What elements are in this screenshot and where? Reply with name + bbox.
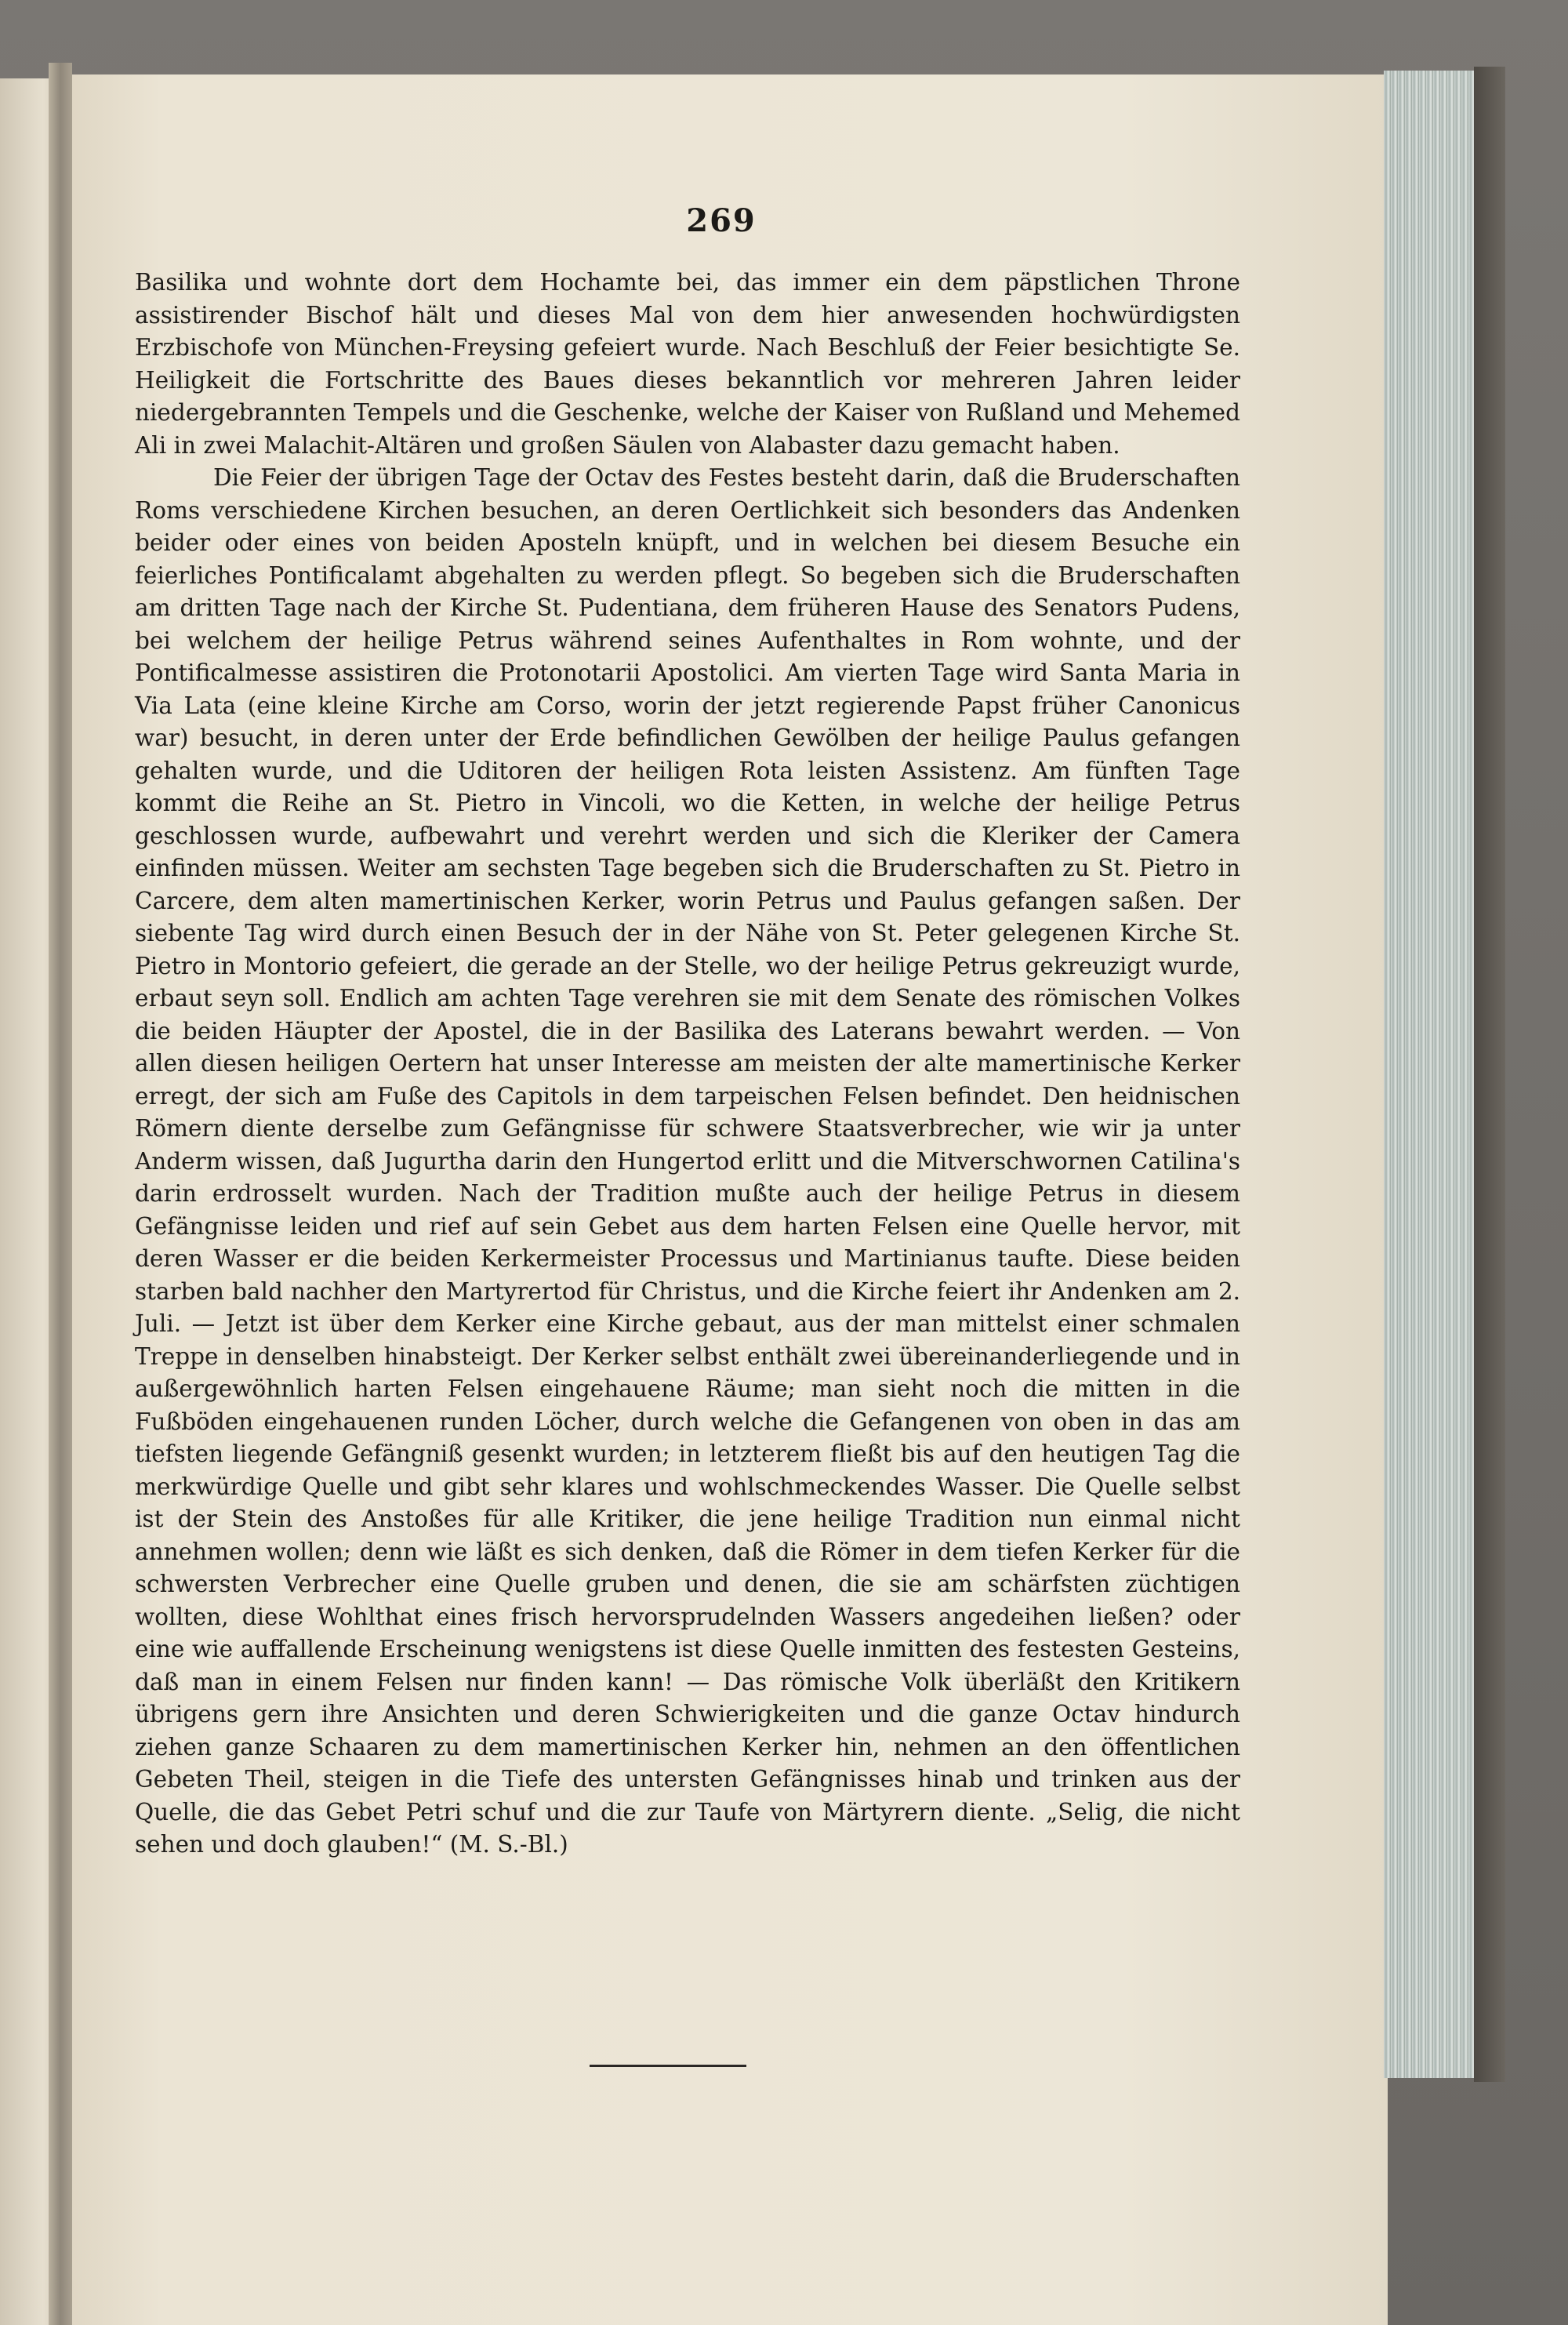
book-cover-edge (1474, 67, 1505, 2082)
page-number: 269 (686, 202, 757, 239)
book-gutter (49, 63, 72, 2325)
paragraph-2: Die Feier der übrigen Tage der Octav des Festes besteht darin, daß die Bruderschaften Roms verschiedene Kirchen besuchen, an deren Oertlichkeit sich besonders das Andenken beider oder eines von beiden Aposteln knüpft, und in welchen bei diesem Besuche ein feierliches Pontificalamt abgehalten zu werden pflegt. So begeben sich die Bruderschaften am dritten Tage nach der Kirche St. Pudentiana, dem früheren Hause des Senators Pudens, bei welchem der heilige Petrus während seines Aufenthaltes in Rom wohnte, und der Pontificalmesse assistiren die Protonotarii Apostolici. Am vierten Tage wird Santa Maria in Via Lata (eine kleine Kirche am Corso, worin der jetzt regierende Papst früher Canonicus war) besucht, in deren unter der Erde befindlichen Gewölben der heilige Paulus gefangen gehalten wurde, und die Uditoren der heiligen Rota leisten Assistenz. Am fünften Tage kommt die Reihe an St. Pietro in Vincoli, wo die Ketten, in welche der heilige Petrus geschlossen wurde, aufbewahrt und verehrt werden und sich die Kleriker der Camera einfinden müssen. Weiter am sechsten Tage begeben sich die Bruderschaften zu St. Pietro in Carcere, dem alten mamertinischen Kerker, worin Petrus und Paulus gefangen saßen. Der siebente Tag wird durch einen Besuch der in der Nähe von St. Peter gelegenen Kirche St. Pietro in Montorio gefeiert, die gerade an der Stelle, wo der heilige Petrus gekreuzigt wurde, erbaut seyn soll. Endlich am achten Tage verehren sie mit dem Senate des römischen Volkes die beiden Häupter der Apostel, die in der Basilika des Laterans bewahrt werden. — Von allen diesen heiligen Oertern hat unser Interesse am meisten der alte mamertinische Kerker erregt, der sich am Fuße des Capitols in dem tarpeischen Felsen befindet. Den heidnischen Römern diente derselbe zum Gefängnisse für schwere Staatsverbrecher, wie wir ja unter Anderm wissen, daß Jugurtha darin den Hungertod erlitt und die Mitverschwornen Catilina's darin erdrosselt wurden. Nach der Tradition mußte auch der heilige Petrus in diesem Gefängnisse leiden und rief auf sein Gebet aus dem harten Felsen eine Quelle hervor, mit deren Wasser er die beiden Kerkermeister Processus und Martinianus taufte. Diese beiden starben bald nachher den Martyrertod für Christus, und die Kirche feiert ihr Andenken am 2. Juli. — Jetzt ist über dem Kerker eine Kirche gebaut, aus der man mittelst einer schmalen Treppe in denselben hinabsteigt. Der Kerker selbst enthält zwei übereinanderliegende und in außergewöhnlich harten Felsen eingehauene Räume; man sieht noch die mitten in die Fußböden eingehauenen runden Löcher, durch welche die Gefangenen von oben in das am tiefsten liegende Gefängniß gesenkt wurden; in letzterem fließt bis auf den heutigen Tag die merkwürdige Quelle und gibt sehr klares und wohlschmeckendes Wasser. Die Quelle selbst ist der Stein des Anstoßes für alle Kritiker, die jene heilige Tradition nun einmal nicht annehmen wollen; denn wie läßt es sich denken, daß die Römer in dem tiefen Kerker für die schwersten Verbrecher eine Quelle gruben und denen, die sie am schärfsten züchtigen wollten, diese Wohlthat eines frisch hervorsprudelnden Wassers angedeihen ließen? oder eine wie auffallende Erscheinung wenigstens ist diese Quelle inmitten des festesten Gesteins, daß man in einem Felsen nur finden kann! — Das römische Volk überläßt den Kritikern übrigens gern ihre Ansichten und deren Schwierigkeiten und die ganze Octav hindurch ziehen ganze Schaaren zu dem mamertinischen Kerker hin, nehmen an den öffentlichen Gebeten Theil, steigen in die Tiefe des untersten Gefängnisses hinab und trinken aus der Quelle, die das Gebet Petri schuf und die zur Taufe von Märtyrern diente. „Selig, die nicht sehen und doch glauben!“ (M. S.-Bl.) (135, 464, 1240, 1858)
body-text (135, 267, 1240, 1862)
paragraph-1: Basilika und wohnte dort dem Hochamte bei, das immer ein dem päpstlichen Throne assistirender Bischof hält und dieses Mal von dem hier anwesenden hochwürdigsten Erzbischofe von München-Freysing gefeiert wurde. Nach Beschluß der Feier besichtigte Se. Heiligkeit die Fortschritte des Baues dieses bekanntlich vor mehreren Jahren leider niedergebrannten Tempels und die Geschenke, welche der Kaiser von Rußland und Mehemed Ali in zwei Malachit-Altären und großen Säulen von Alabaster dazu gemacht haben. (135, 269, 1240, 459)
page-block-edges (1384, 71, 1478, 2078)
end-rule (590, 2065, 746, 2067)
